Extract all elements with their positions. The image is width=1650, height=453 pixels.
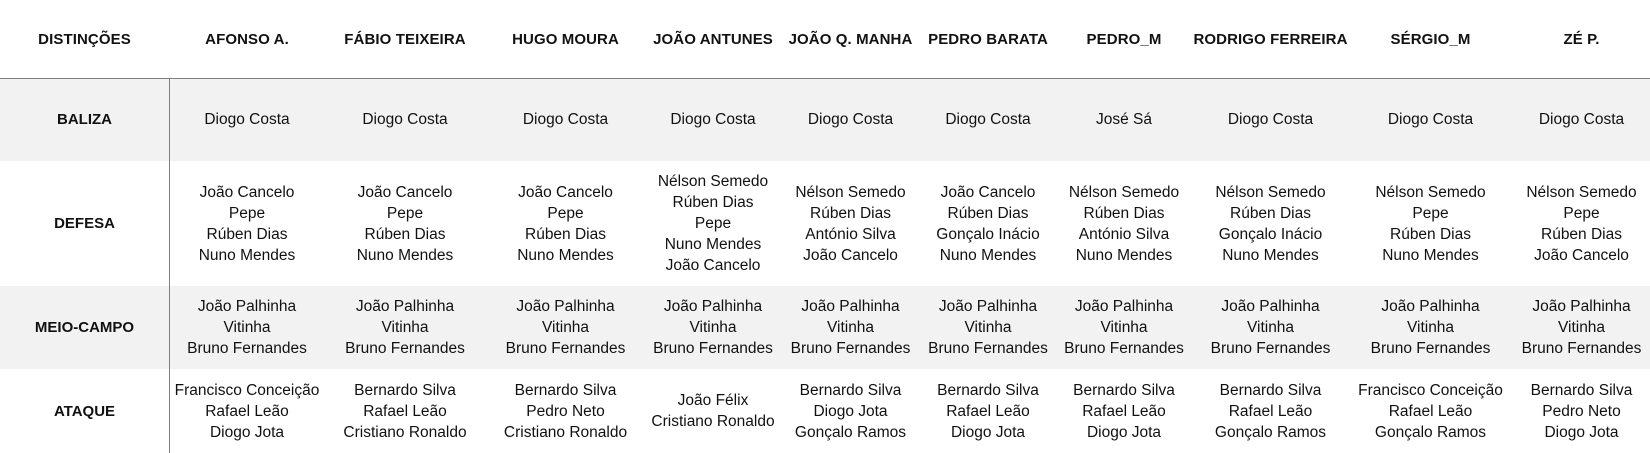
player-name: João Palhinha xyxy=(516,298,615,315)
player-name: Vitinha xyxy=(689,319,737,336)
player-name: Diogo Jota xyxy=(1544,423,1619,441)
player-name: Rúben Dias xyxy=(1541,225,1622,243)
row-label[interactable]: MEIO-CAMPO xyxy=(34,319,135,336)
player-name: Gonçalo Ramos xyxy=(1214,423,1327,441)
table-cell[interactable] xyxy=(169,78,325,161)
player-name: João Palhinha xyxy=(197,298,297,315)
player-name: Vitinha xyxy=(541,319,590,336)
player-name: Bruno Fernandes xyxy=(1521,340,1642,357)
table-cell[interactable] xyxy=(169,369,325,453)
player-name: Bruno Fernandes xyxy=(345,340,465,357)
player-name: Vitinha xyxy=(826,319,875,336)
header-column[interactable]: FÁBIO TEIXEIRA xyxy=(344,30,466,48)
row-baliza xyxy=(0,78,1650,161)
player-name: Rúben Dias xyxy=(672,194,754,211)
player-name: João Cancelo xyxy=(357,183,453,201)
player-name: Francisco Conceição xyxy=(174,381,320,399)
player-name: Rúben Dias xyxy=(206,225,288,243)
header-corner[interactable]: DISTINÇÕES xyxy=(38,30,131,48)
player-name: Diogo Costa xyxy=(204,111,290,128)
table-cell[interactable] xyxy=(780,286,921,369)
player-name: Nélson Semedo xyxy=(1215,183,1326,201)
table-cell[interactable] xyxy=(169,161,325,286)
player-name: Bruno Fernandes xyxy=(505,340,626,357)
player-name: João Cancelo xyxy=(1534,246,1629,264)
player-name: Diogo Costa xyxy=(945,111,1031,128)
player-name: Vitinha xyxy=(1557,319,1606,336)
header-column[interactable]: SÉRGIO_M xyxy=(1390,30,1471,48)
table-cell[interactable] xyxy=(1348,161,1513,286)
player-name: Rúben Dias xyxy=(1390,225,1471,243)
player-name: Rafael Leão xyxy=(946,402,1030,420)
table-cell[interactable] xyxy=(1055,161,1193,286)
player-name: João Cancelo xyxy=(665,257,761,274)
header-row xyxy=(0,0,1650,78)
table-cell[interactable] xyxy=(325,78,485,161)
header-column[interactable]: JOÃO Q. MANHA xyxy=(788,30,913,48)
player-name: Rúben Dias xyxy=(947,204,1029,222)
label-column-divider xyxy=(169,78,170,453)
player-name: Diogo Costa xyxy=(1387,111,1474,128)
player-name: João Cancelo xyxy=(803,246,898,264)
table-cell[interactable] xyxy=(1513,369,1650,453)
player-name: Nuno Mendes xyxy=(939,246,1037,264)
player-name: Bruno Fernandes xyxy=(790,340,911,357)
header-column[interactable]: PEDRO_M xyxy=(1086,30,1162,48)
player-name: Nélson Semedo xyxy=(1375,183,1486,201)
table-cell[interactable] xyxy=(646,286,780,369)
player-name: João Palhinha xyxy=(355,298,455,315)
table-cell[interactable] xyxy=(485,369,646,453)
table-cell[interactable] xyxy=(646,78,780,161)
player-name: Bernardo Silva xyxy=(1530,381,1633,399)
player-name: Pepe xyxy=(228,204,266,222)
player-name: Bruno Fernandes xyxy=(928,340,1048,357)
player-name: Nélson Semedo xyxy=(795,183,906,201)
table-cell[interactable] xyxy=(1513,78,1650,161)
player-name: Nuno Mendes xyxy=(356,246,454,264)
player-name: Gonçalo Inácio xyxy=(1218,225,1323,243)
player-name: Diogo Costa xyxy=(670,111,756,128)
player-name: Nuno Mendes xyxy=(1075,246,1173,264)
row-label[interactable]: DEFESA xyxy=(54,215,115,232)
player-name: Rúben Dias xyxy=(364,225,446,243)
player-name: João Palhinha xyxy=(1532,298,1631,315)
player-name: Rafael Leão xyxy=(1388,402,1473,420)
row-label[interactable]: ATAQUE xyxy=(53,402,116,420)
player-name: Bruno Fernandes xyxy=(1064,340,1184,357)
row-label[interactable]: BALIZA xyxy=(57,111,112,128)
player-name: Gonçalo Ramos xyxy=(794,423,907,441)
player-name: António Silva xyxy=(1078,225,1170,243)
row-defesa xyxy=(0,161,1650,286)
player-name: Diogo Costa xyxy=(1538,111,1625,128)
table-cell[interactable] xyxy=(780,78,921,161)
player-name: Bernardo Silva xyxy=(937,381,1039,399)
table-cell[interactable] xyxy=(1348,78,1513,161)
header-divider xyxy=(0,78,1650,79)
player-name: Nuno Mendes xyxy=(1382,246,1479,264)
player-name: Vitinha xyxy=(381,319,429,336)
player-name: Cristiano Ronaldo xyxy=(503,423,628,441)
player-name: Diogo Jota xyxy=(1086,423,1162,441)
player-name: João Palhinha xyxy=(1221,298,1320,315)
player-name: Bernardo Silva xyxy=(799,381,902,399)
table-cell[interactable] xyxy=(485,78,646,161)
table-cell[interactable] xyxy=(325,161,485,286)
table-cell[interactable] xyxy=(1055,286,1193,369)
player-name: Cristiano Ronaldo xyxy=(651,413,775,430)
table-cell[interactable] xyxy=(780,369,921,453)
player-name: Rafael Leão xyxy=(205,402,289,420)
player-name: Gonçalo Inácio xyxy=(936,225,1040,243)
player-name: Bernardo Silva xyxy=(1073,381,1175,399)
table-cell[interactable] xyxy=(646,369,780,453)
header-column[interactable]: PEDRO BARATA xyxy=(928,30,1048,48)
player-name: João Cancelo xyxy=(940,183,1036,201)
player-name: Pepe xyxy=(694,215,732,232)
table-cell[interactable] xyxy=(325,286,485,369)
player-name: Diogo Jota xyxy=(813,402,888,420)
player-name: Nuno Mendes xyxy=(1222,246,1319,264)
player-name: Gonçalo Ramos xyxy=(1374,423,1487,441)
player-name: Nuno Mendes xyxy=(198,246,296,264)
player-name: Bruno Fernandes xyxy=(1210,340,1331,357)
player-name: Vitinha xyxy=(1100,319,1148,336)
player-name: João Cancelo xyxy=(199,183,295,201)
player-name: Cristiano Ronaldo xyxy=(343,423,467,441)
player-name: Diogo Costa xyxy=(362,111,448,128)
player-name: Diogo Jota xyxy=(950,423,1026,441)
player-name: Diogo Costa xyxy=(807,111,894,128)
table-cell[interactable] xyxy=(921,286,1055,369)
table-cell[interactable] xyxy=(1348,286,1513,369)
table-cell[interactable] xyxy=(1055,369,1193,453)
player-name: Nélson Semedo xyxy=(657,173,769,190)
player-name: Vitinha xyxy=(964,319,1012,336)
player-name: Rúben Dias xyxy=(810,204,891,222)
player-name: Nélson Semedo xyxy=(1526,183,1637,201)
player-name: Bernardo Silva xyxy=(354,381,456,399)
player-name: Pepe xyxy=(547,204,584,222)
player-name: Pedro Neto xyxy=(1542,402,1621,420)
player-name: Pepe xyxy=(1412,204,1449,222)
player-name: Vitinha xyxy=(1406,319,1455,336)
player-name: Diogo Jota xyxy=(209,423,285,441)
player-name: Bruno Fernandes xyxy=(653,340,773,357)
player-name: Bernardo Silva xyxy=(1219,381,1322,399)
player-name: Francisco Conceição xyxy=(1358,381,1503,399)
player-name: Nuno Mendes xyxy=(664,236,762,253)
player-name: Pepe xyxy=(386,204,424,222)
header-column[interactable]: RODRIGO FERREIRA xyxy=(1193,30,1348,48)
player-name: Vitinha xyxy=(1246,319,1295,336)
table-cell[interactable] xyxy=(921,78,1055,161)
player-name: Bruno Fernandes xyxy=(1370,340,1491,357)
table-cell[interactable] xyxy=(1055,78,1193,161)
player-name: Rúben Dias xyxy=(1083,204,1165,222)
header-column[interactable]: HUGO MOURA xyxy=(512,30,619,48)
header-column[interactable]: AFONSO A. xyxy=(205,30,289,48)
player-name: Rafael Leão xyxy=(1228,402,1313,420)
player-name: João Palhinha xyxy=(801,298,900,315)
player-name: João Palhinha xyxy=(1074,298,1174,315)
player-name: Nélson Semedo xyxy=(1068,183,1180,201)
table-cell[interactable] xyxy=(1193,369,1348,453)
player-name: João Palhinha xyxy=(938,298,1038,315)
table-cell[interactable] xyxy=(485,161,646,286)
row-meio-campo xyxy=(0,286,1650,369)
player-name: Pedro Neto xyxy=(526,402,605,420)
player-name: Vitinha xyxy=(223,319,271,336)
player-name: Bernardo Silva xyxy=(514,381,617,399)
table-cell[interactable] xyxy=(1348,369,1513,453)
player-name: Bruno Fernandes xyxy=(187,340,307,357)
player-name: Diogo Costa xyxy=(1227,111,1314,128)
player-name: Pepe xyxy=(1563,204,1600,222)
table-cell[interactable] xyxy=(1193,161,1348,286)
table-cell[interactable] xyxy=(1513,161,1650,286)
player-name: João Félix xyxy=(677,392,749,409)
table-cell[interactable] xyxy=(921,161,1055,286)
table-cell[interactable] xyxy=(1513,286,1650,369)
player-name: Nuno Mendes xyxy=(517,246,614,264)
header-column[interactable]: ZÉ P. xyxy=(1563,30,1600,48)
header-column[interactable]: JOÃO ANTUNES xyxy=(653,30,773,48)
table-cell[interactable] xyxy=(169,286,325,369)
player-name: Rafael Leão xyxy=(1082,402,1166,420)
player-name: José Sá xyxy=(1095,111,1152,128)
player-name: Rúben Dias xyxy=(525,225,606,243)
player-name: António Silva xyxy=(805,225,896,243)
player-name: Rafael Leão xyxy=(363,402,447,420)
table-cell[interactable] xyxy=(921,369,1055,453)
table-cell[interactable] xyxy=(485,286,646,369)
table-cell[interactable] xyxy=(646,161,780,286)
table-cell[interactable] xyxy=(325,369,485,453)
table-cell[interactable] xyxy=(780,161,921,286)
player-name: João Palhinha xyxy=(663,298,763,315)
player-name: João Cancelo xyxy=(518,183,613,201)
player-name: João Palhinha xyxy=(1381,298,1480,315)
row-ataque xyxy=(0,369,1650,453)
table-cell[interactable] xyxy=(1193,286,1348,369)
player-name: Diogo Costa xyxy=(522,111,609,128)
player-name: Rúben Dias xyxy=(1230,204,1311,222)
table-cell[interactable] xyxy=(1193,78,1348,161)
